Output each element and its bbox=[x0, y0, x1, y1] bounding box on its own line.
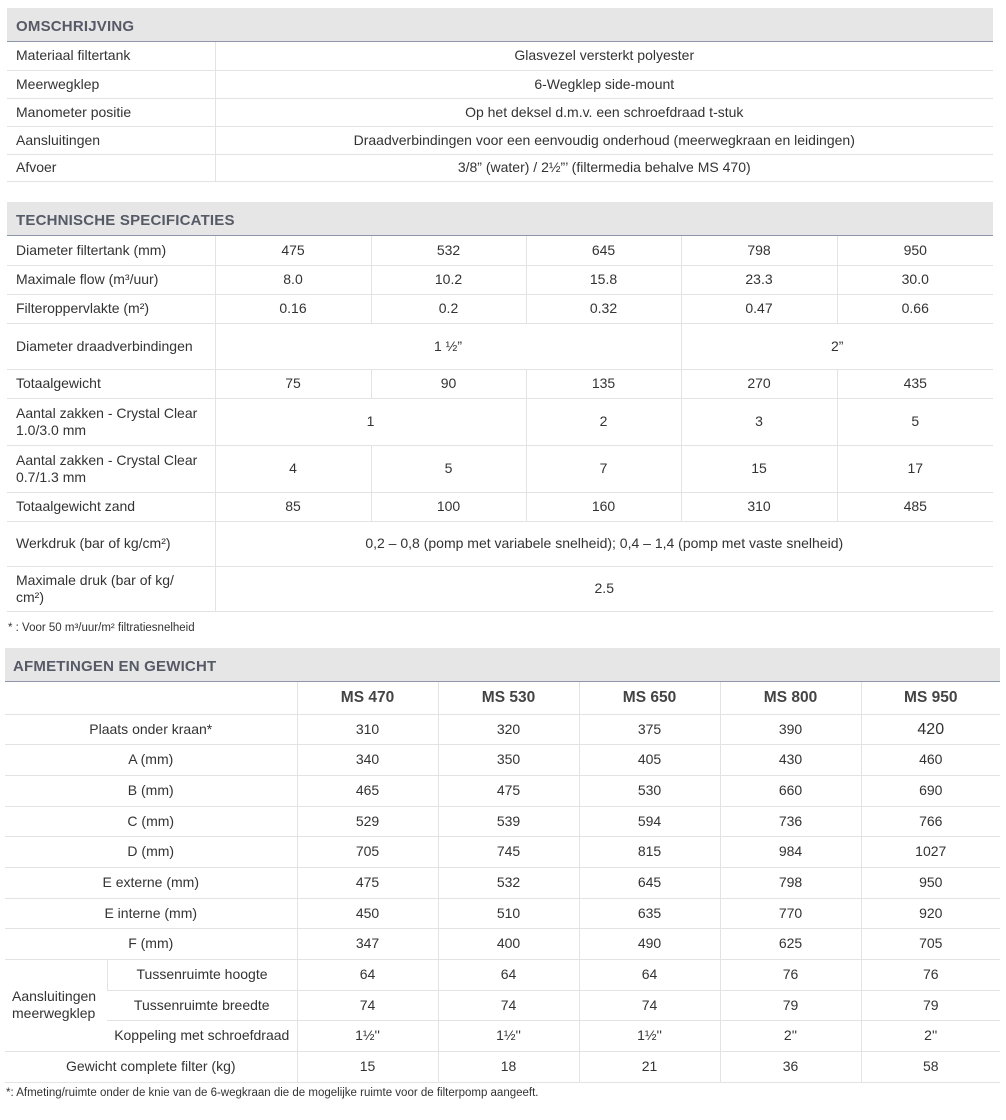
table-cell: 660 bbox=[720, 775, 861, 806]
row-label: Meerwegklep bbox=[7, 70, 215, 98]
table-row bbox=[7, 126, 993, 154]
table-cell: 64 bbox=[579, 959, 720, 990]
omschrijving-section bbox=[7, 8, 993, 182]
table-cell: 15 bbox=[681, 445, 837, 492]
table-cell: 310 bbox=[297, 714, 438, 744]
row-label: D (mm) bbox=[5, 836, 297, 867]
table-cell: 430 bbox=[720, 744, 861, 775]
table-cell: 270 bbox=[681, 369, 837, 398]
table-cell: 8.0 bbox=[215, 265, 371, 294]
table-row bbox=[7, 98, 993, 126]
table-cell: 3 bbox=[681, 398, 837, 445]
table-cell: 532 bbox=[371, 236, 526, 265]
table-cell: 2.5 bbox=[215, 566, 993, 611]
row-value: Op het deksel d.m.v. een schroefdraad t-stuk bbox=[215, 98, 993, 126]
table-cell: 17 bbox=[837, 445, 993, 492]
table-row bbox=[5, 928, 1000, 959]
row-label: E interne (mm) bbox=[5, 898, 297, 928]
row-label: Totaalgewicht zand bbox=[7, 492, 215, 521]
table-cell: 0,2 – 0,8 (pomp met variabele snelheid); 0,4 – 1,4 (pomp met vaste snelheid) bbox=[215, 521, 993, 566]
table-row bbox=[7, 265, 993, 294]
table-cell: 530 bbox=[579, 775, 720, 806]
table-cell: 2'' bbox=[861, 1020, 1000, 1051]
column-header: MS 650 bbox=[579, 682, 720, 714]
table-row bbox=[7, 369, 993, 398]
table-cell: 490 bbox=[579, 928, 720, 959]
omschrijving-table bbox=[7, 42, 993, 182]
table-cell: 465 bbox=[297, 775, 438, 806]
table-row bbox=[7, 42, 993, 70]
table-cell: 100 bbox=[371, 492, 526, 521]
table-cell: 532 bbox=[438, 867, 579, 898]
table-cell: 64 bbox=[438, 959, 579, 990]
table-row bbox=[5, 990, 1000, 1020]
table-row bbox=[7, 294, 993, 323]
table-cell: 340 bbox=[297, 744, 438, 775]
table-cell: 30.0 bbox=[837, 265, 993, 294]
table-cell: 390 bbox=[720, 714, 861, 744]
table-cell: 76 bbox=[861, 959, 1000, 990]
afmetingen-note: *: Afmeting/ruimte onder de knie van de 6-wegkraan die de mogelijke ruimte voor de filterpomp aangeeft. bbox=[6, 1087, 539, 1099]
table-row bbox=[5, 1051, 1000, 1082]
table-cell: 475 bbox=[297, 867, 438, 898]
table-cell: 0.32 bbox=[526, 294, 681, 323]
technische-section bbox=[7, 202, 993, 612]
table-cell: 705 bbox=[861, 928, 1000, 959]
row-label: Tussenruimte hoogte bbox=[107, 959, 297, 990]
table-cell: 79 bbox=[720, 990, 861, 1020]
column-header: MS 950 bbox=[861, 682, 1000, 714]
row-label: Aantal zakken - Crystal Clear 0.7/1.3 mm bbox=[7, 445, 215, 492]
row-label: Werkdruk (bar of kg/cm²) bbox=[7, 521, 215, 566]
table-cell: 320 bbox=[438, 714, 579, 744]
table-cell: 10.2 bbox=[371, 265, 526, 294]
table-cell: 7 bbox=[526, 445, 681, 492]
row-label: Aansluitingen bbox=[7, 126, 215, 154]
table-cell: 310 bbox=[681, 492, 837, 521]
table-row bbox=[7, 70, 993, 98]
table-row bbox=[5, 714, 1000, 744]
table-cell: 0.2 bbox=[371, 294, 526, 323]
table-cell: 705 bbox=[297, 836, 438, 867]
row-label: E externe (mm) bbox=[5, 867, 297, 898]
table-cell: 405 bbox=[579, 744, 720, 775]
table-cell: 58 bbox=[861, 1051, 1000, 1082]
table-cell: 74 bbox=[579, 990, 720, 1020]
table-cell: 347 bbox=[297, 928, 438, 959]
table-cell: 4 bbox=[215, 445, 371, 492]
table-cell: 18 bbox=[438, 1051, 579, 1082]
table-cell: 160 bbox=[526, 492, 681, 521]
table-cell: 74 bbox=[297, 990, 438, 1020]
row-label: Maximale druk (bar of kg/ cm²) bbox=[7, 566, 215, 611]
row-label: Diameter draadverbindingen bbox=[7, 323, 215, 369]
table-cell: 645 bbox=[526, 236, 681, 265]
row-label: Totaalgewicht bbox=[7, 369, 215, 398]
table-row bbox=[5, 836, 1000, 867]
table-cell: 475 bbox=[438, 775, 579, 806]
table-cell: 539 bbox=[438, 806, 579, 836]
table-cell: 135 bbox=[526, 369, 681, 398]
table-cell: 690 bbox=[861, 775, 1000, 806]
row-label: A (mm) bbox=[5, 744, 297, 775]
group-label: Aansluitingen meerwegklep bbox=[5, 959, 107, 1051]
table-cell: 594 bbox=[579, 806, 720, 836]
table-cell: 0.47 bbox=[681, 294, 837, 323]
table-cell: 0.66 bbox=[837, 294, 993, 323]
table-cell: 76 bbox=[720, 959, 861, 990]
table-cell: 798 bbox=[720, 867, 861, 898]
table-cell: 90 bbox=[371, 369, 526, 398]
row-label: Plaats onder kraan* bbox=[5, 714, 297, 744]
row-label: C (mm) bbox=[5, 806, 297, 836]
table-cell: 74 bbox=[438, 990, 579, 1020]
afmetingen-section bbox=[5, 648, 1000, 1083]
row-label: Maximale flow (m³/uur) bbox=[7, 265, 215, 294]
column-header: MS 530 bbox=[438, 682, 579, 714]
table-cell: 510 bbox=[438, 898, 579, 928]
table-cell: 350 bbox=[438, 744, 579, 775]
table-cell: 450 bbox=[297, 898, 438, 928]
table-cell: 0.16 bbox=[215, 294, 371, 323]
table-cell: 485 bbox=[837, 492, 993, 521]
table-cell: 798 bbox=[681, 236, 837, 265]
row-label: Koppeling met schroefdraad bbox=[107, 1020, 297, 1051]
table-cell: 5 bbox=[837, 398, 993, 445]
omschrijving-title: OMSCHRIJVING bbox=[7, 8, 993, 42]
table-row bbox=[5, 806, 1000, 836]
table-row bbox=[5, 775, 1000, 806]
technische-title: TECHNISCHE SPECIFICATIES bbox=[7, 202, 993, 236]
table-cell: 635 bbox=[579, 898, 720, 928]
table-cell: 21 bbox=[579, 1051, 720, 1082]
table-cell: 435 bbox=[837, 369, 993, 398]
table-row bbox=[7, 236, 993, 265]
table-cell: 475 bbox=[215, 236, 371, 265]
row-label: Gewicht complete filter (kg) bbox=[5, 1051, 297, 1082]
table-cell: 375 bbox=[579, 714, 720, 744]
afmetingen-table bbox=[5, 682, 1000, 1083]
table-cell: 36 bbox=[720, 1051, 861, 1082]
table-row bbox=[7, 521, 993, 566]
row-value: Draadverbindingen voor een eenvoudig onderhoud (meerwegkraan en leidingen) bbox=[215, 126, 993, 154]
technische-table bbox=[7, 236, 993, 612]
table-cell: 529 bbox=[297, 806, 438, 836]
table-cell: 79 bbox=[861, 990, 1000, 1020]
table-cell: 950 bbox=[861, 867, 1000, 898]
table-cell: 770 bbox=[720, 898, 861, 928]
table-cell: 420 bbox=[861, 714, 1000, 744]
table-cell: 460 bbox=[861, 744, 1000, 775]
table-row bbox=[7, 323, 993, 369]
row-value: Glasvezel versterkt polyester bbox=[215, 42, 993, 70]
row-label: Tussenruimte breedte bbox=[107, 990, 297, 1020]
table-row bbox=[7, 492, 993, 521]
table-cell: 645 bbox=[579, 867, 720, 898]
table-row bbox=[7, 398, 993, 445]
table-cell: 745 bbox=[438, 836, 579, 867]
table-cell: 1½'' bbox=[438, 1020, 579, 1051]
table-cell: 2” bbox=[681, 323, 993, 369]
table-row bbox=[7, 566, 993, 611]
table-row bbox=[7, 445, 993, 492]
table-cell: 950 bbox=[837, 236, 993, 265]
table-cell: 1 bbox=[215, 398, 526, 445]
table-cell: 85 bbox=[215, 492, 371, 521]
header-empty bbox=[5, 682, 297, 714]
table-cell: 815 bbox=[579, 836, 720, 867]
row-value: 3/8” (water) / 2½”’ (filtermedia behalve MS 470) bbox=[215, 154, 993, 181]
table-cell: 1½'' bbox=[579, 1020, 720, 1051]
table-row bbox=[5, 744, 1000, 775]
table-cell: 64 bbox=[297, 959, 438, 990]
column-header: MS 800 bbox=[720, 682, 861, 714]
column-header: MS 470 bbox=[297, 682, 438, 714]
table-row bbox=[5, 1020, 1000, 1051]
table-cell: 23.3 bbox=[681, 265, 837, 294]
row-label: Afvoer bbox=[7, 154, 215, 181]
table-cell: 15 bbox=[297, 1051, 438, 1082]
row-label: F (mm) bbox=[5, 928, 297, 959]
row-label: Manometer positie bbox=[7, 98, 215, 126]
row-value: 6-Wegklep side-mount bbox=[215, 70, 993, 98]
technische-note: * : Voor 50 m³/uur/m² filtratiesnelheid bbox=[8, 622, 195, 634]
table-row bbox=[5, 867, 1000, 898]
afmetingen-title: AFMETINGEN EN GEWICHT bbox=[5, 648, 1000, 682]
row-label: B (mm) bbox=[5, 775, 297, 806]
table-cell: 1027 bbox=[861, 836, 1000, 867]
table-cell: 984 bbox=[720, 836, 861, 867]
table-cell: 15.8 bbox=[526, 265, 681, 294]
table-cell: 736 bbox=[720, 806, 861, 836]
table-header-row bbox=[5, 682, 1000, 714]
table-cell: 920 bbox=[861, 898, 1000, 928]
table-row bbox=[5, 959, 1000, 990]
table-row bbox=[7, 154, 993, 181]
table-cell: 400 bbox=[438, 928, 579, 959]
table-cell: 2'' bbox=[720, 1020, 861, 1051]
table-cell: 2 bbox=[526, 398, 681, 445]
table-row bbox=[5, 898, 1000, 928]
table-cell: 1 ½” bbox=[215, 323, 681, 369]
table-cell: 5 bbox=[371, 445, 526, 492]
row-label: Diameter filtertank (mm) bbox=[7, 236, 215, 265]
row-label: Materiaal filtertank bbox=[7, 42, 215, 70]
table-cell: 625 bbox=[720, 928, 861, 959]
table-cell: 1½'' bbox=[297, 1020, 438, 1051]
row-label: Aantal zakken - Crystal Clear 1.0/3.0 mm bbox=[7, 398, 215, 445]
table-cell: 766 bbox=[861, 806, 1000, 836]
row-label: Filteroppervlakte (m²) bbox=[7, 294, 215, 323]
table-cell: 75 bbox=[215, 369, 371, 398]
